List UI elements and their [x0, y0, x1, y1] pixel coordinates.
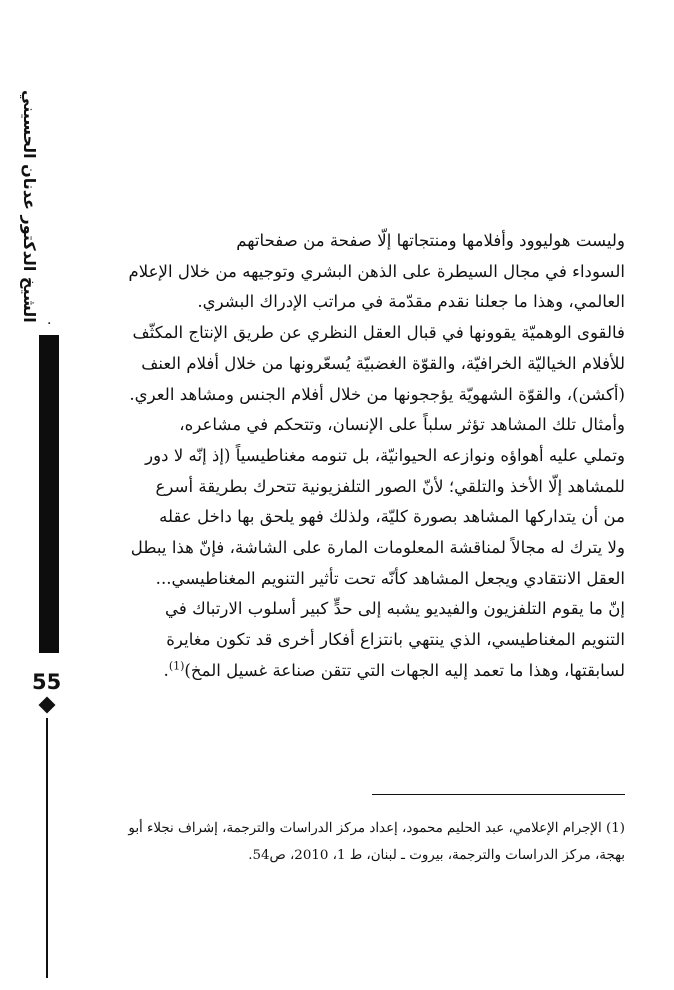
text-line: السوداء في مجال السيطرة على الذهن البشري وتوجيهه من خلال الإعلام [128, 261, 625, 281]
footnote-reference[interactable]: (1) [168, 659, 185, 673]
running-head-author: الشيخ الدكتور عدنان الحسيني [20, 90, 39, 323]
text-line: للمشاهد إلّا الأخذ والتلقي؛ لأنّ الصور التلفزيونية تتحرك بطريقة أسرع [155, 476, 625, 496]
page-number: 55 [32, 670, 62, 694]
text-line-last [91, 656, 625, 687]
text-line: وتملي عليه أهواؤه ونوازعه الحيوانيّة، بل تنومه مغناطيسياً (إذ إنّه لا دور [145, 445, 625, 465]
text-line: العقل الانتقادي ويجعل المشاهد كأنّه تحت تأثير التنويم المغناطيسي... [155, 568, 625, 588]
text-line: وليست هوليوود وأفلامها ومنتجاتها إلّا صفحة من صفحاتهم [236, 231, 625, 250]
text-line: التنويم المغناطيسي، الذي ينتهي بانتزاع أفكار أخرى قد تكون مغايرة [166, 630, 625, 650]
diamond-ornament-icon [39, 697, 56, 714]
text-line: إنّ ما يقوم التلفزيون والفيديو يشبه إلى حدٍّ كبير أسلوب الارتباك في [165, 599, 625, 619]
footnote-line: بهجة، مركز الدراسات والترجمة، بيروت ـ لبنان، ط 1، 2010، ص54. [248, 848, 625, 863]
text-line: فالقوى الوهميّة يقوونها في قبال العقل النظري عن طريق الإنتاج المكثّف [132, 323, 625, 343]
text-line: ولا يترك له مجالاً لمناقشة المعلومات المارة على الشاشة، فإنّ هذا يبطل [130, 538, 625, 558]
main-text [91, 226, 625, 687]
text-line: من أن يتداركها المشاهد بصورة كليّة، ولذلك فهو يلحق بها داخل عقله [159, 507, 625, 527]
margin-rule [46, 718, 48, 978]
text-line: وأمثال تلك المشاهد تؤثر سلباً على الإنسان، وتتحكم في مشاعره، [179, 415, 625, 435]
footnote-line: (1) الإجرام الإعلامي، عبد الحليم محمود، إعداد مركز الدراسات والترجمة، إشراف نجلاء أبو [128, 821, 625, 836]
footnote-separator [372, 794, 625, 795]
margin-dot: · [47, 316, 52, 332]
sentence-end: . [163, 660, 169, 680]
text-line: (أكشن)، والقوّة الشهويّة يؤججونها من خلال أفلام الجنس ومشاهد العري. [129, 384, 625, 404]
footnote [91, 815, 625, 869]
text-line: العالمي، وهذا ما جعلنا نقدم مقدّمة في مراتب الإدراك البشري. [197, 292, 625, 312]
last-line-text: لسابقتها، وهذا ما تعمد إليه الجهات التي تتقن صناعة غسيل المخ) [184, 660, 625, 680]
text-line: للأفلام الخياليّة الخرافيّة، والقوّة الغضبيّة يُسعّرونها من خلال أفلام العنف [141, 353, 625, 373]
margin-thumb-bar [39, 335, 59, 653]
